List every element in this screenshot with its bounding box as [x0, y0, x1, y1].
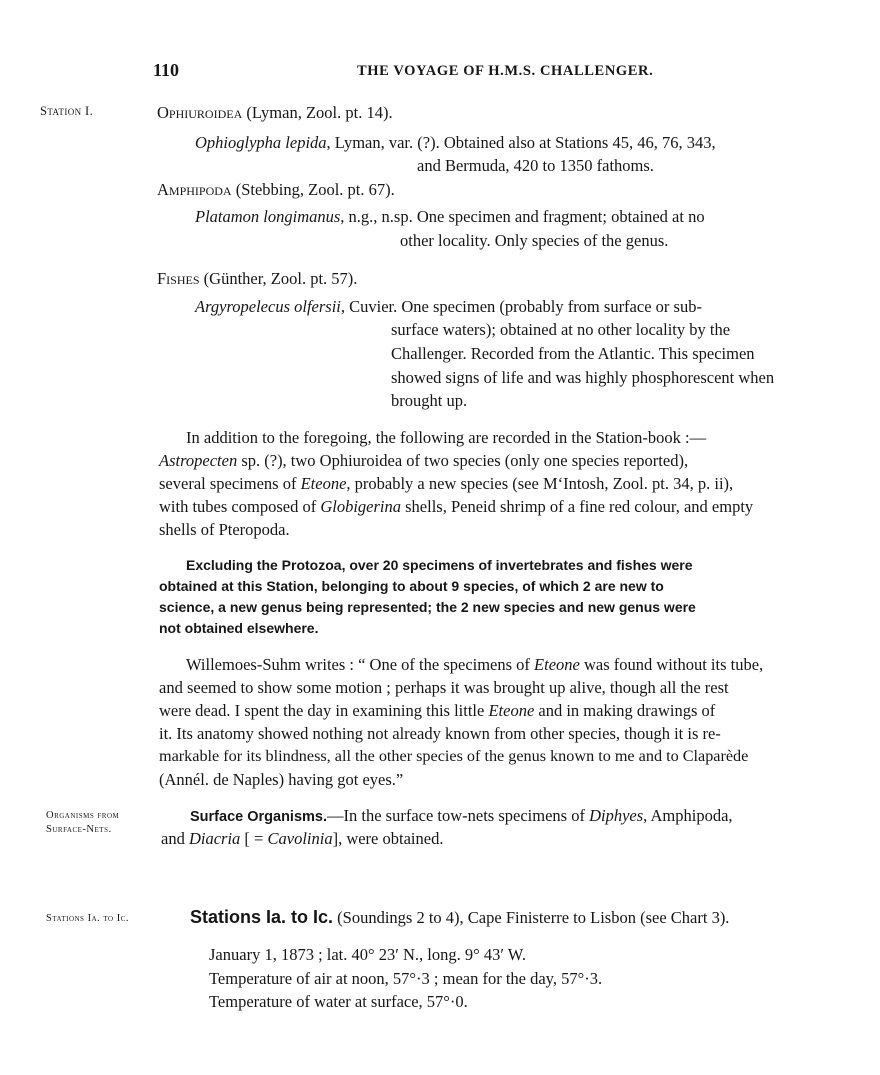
- diphyes: Diphyes: [589, 806, 644, 825]
- surface-text: and: [161, 829, 189, 848]
- fishes-text-line: , Cuvier. One specimen (probably from surface or sub-: [340, 297, 702, 316]
- running-title: THE VOYAGE OF H.M.S. CHALLENGER.: [357, 63, 654, 79]
- amphipoda-group: Amphipoda: [157, 180, 232, 199]
- surface-text: , Amphipoda,: [643, 806, 733, 825]
- surface-text: [ =: [240, 829, 268, 848]
- fishes-text-line: brought up.: [391, 391, 468, 410]
- margin-label-surface-2: Surface-Nets.: [46, 824, 112, 835]
- fishes-entry-line1: [195, 297, 702, 317]
- fishes-group: Fishes: [157, 269, 200, 288]
- margin-label-station-1: Station I.: [40, 104, 94, 118]
- surface-line2: [161, 829, 443, 849]
- foregoing-text: , probably a new species (see M‘Intosh, Zool. pt. 34, p. ii),: [346, 474, 734, 493]
- globigerina: Globigerina: [320, 497, 401, 516]
- margin-label-stations-ia-ic: Stations Ia. to Ic.: [46, 913, 129, 924]
- amphipoda-heading: [157, 180, 395, 200]
- foregoing-text: several specimens of: [159, 474, 301, 493]
- foregoing-line: [159, 474, 733, 494]
- diacria: Diacria: [188, 829, 241, 848]
- summary-line: science, a new genus being represented; the 2 new species and new genus were: [159, 599, 696, 615]
- station-detail-line: Temperature of water at surface, 57°·0.: [209, 992, 468, 1011]
- stations-heading-bold: Stations Ia. to Ic.: [190, 907, 334, 927]
- fishes-text-line: showed signs of life and was highly phosphorescent when: [391, 368, 775, 387]
- surface-heading: Surface Organisms.: [190, 809, 327, 825]
- stations-ia-ic-heading: [190, 907, 729, 928]
- ophioglypha-lepida: Ophioglypha lepida: [195, 133, 327, 152]
- ophiuroidea-entry-line2: and Bermuda, 420 to 1350 fathoms.: [417, 156, 654, 175]
- foregoing-line: [159, 497, 753, 517]
- fishes-text-line: Challenger. Recorded from the Atlantic. This specimen: [391, 344, 755, 363]
- quote-line: markable for its blindness, all the other species of the genus known to me and to Claparède: [159, 747, 749, 765]
- foregoing-text: with tubes composed of: [159, 497, 321, 516]
- ophiuroidea-ref: (Lyman, Zool. pt. 14).: [242, 103, 393, 122]
- summary-line: not obtained elsewhere.: [159, 620, 319, 636]
- eteone: Eteone: [488, 701, 535, 720]
- foregoing-line: [159, 451, 688, 471]
- fishes-heading: [157, 269, 357, 289]
- quote-line: (Annél. de Naples) having got eyes.”: [159, 770, 404, 789]
- ophiuroidea-heading: [157, 103, 393, 123]
- amphipoda-entry-line1: [195, 207, 705, 227]
- summary-line: obtained at this Station, belonging to about 9 species, of which 2 are new to: [159, 578, 664, 594]
- foregoing-text: shells, Peneid shrimp of a fine red colour, and empty: [400, 497, 754, 516]
- argyropelecus-olfersii: Argyropelecus olfersii: [195, 297, 341, 316]
- fishes-text-line: surface waters); obtained at no other locality by the: [391, 320, 731, 339]
- foregoing-text: sp. (?), two Ophiuroidea of two species (only one species reported),: [237, 451, 689, 470]
- amphipoda-entry-line2: other locality. Only species of the genus.: [400, 231, 669, 250]
- eteone: Eteone: [300, 474, 347, 493]
- quote-text: and in making drawings of: [534, 701, 716, 720]
- foregoing-line: In addition to the foregoing, the following are recorded in the Station-book :—: [186, 428, 707, 447]
- station-detail-line: January 1, 1873 ; lat. 40° 23′ N., long. 9° 43′ W.: [209, 945, 526, 964]
- quote-text: were dead. I spent the day in examining this little: [159, 701, 489, 720]
- astropecten: Astropecten: [159, 451, 238, 470]
- quote-text: was found without its tube,: [579, 655, 764, 674]
- quote-line: [159, 701, 715, 721]
- ophiuroidea-entry-line1: [195, 133, 716, 153]
- surface-text: —In the surface tow-nets specimens of: [327, 806, 590, 825]
- quote-line: [186, 655, 763, 675]
- amphipoda-ref: (Stebbing, Zool. pt. 67).: [231, 180, 395, 199]
- page-number: 110: [153, 60, 180, 80]
- summary-line: Excluding the Protozoa, over 20 specimens of invertebrates and fishes were: [186, 557, 693, 573]
- quote-text: Willemoes-Suhm writes : “ One of the specimens of: [186, 655, 535, 674]
- cavolinia: Cavolinia: [267, 829, 333, 848]
- fishes-ref: (Günther, Zool. pt. 57).: [199, 269, 358, 288]
- eteone: Eteone: [534, 655, 580, 674]
- quote-line: it. Its anatomy showed nothing not already known from other species, though it is re-: [159, 724, 721, 743]
- margin-label-surface-1: Organisms from: [46, 810, 120, 821]
- surface-line1: [190, 806, 733, 826]
- stations-heading-rest: (Soundings 2 to 4), Cape Finisterre to Lisbon (see Chart 3).: [333, 908, 730, 927]
- station-detail-line: Temperature of air at noon, 57°·3 ; mean for the day, 57°·3.: [209, 969, 603, 988]
- ophiuroidea-text1: , Lyman, var. (?). Obtained also at Stations 45, 46, 76, 343,: [326, 133, 716, 152]
- surface-text: ], were obtained.: [332, 829, 444, 848]
- ophiuroidea-group: Ophiuroidea: [157, 103, 243, 122]
- foregoing-line: shells of Pteropoda.: [159, 520, 290, 539]
- quote-line: and seemed to show some motion ; perhaps it was brought up alive, though all the rest: [159, 678, 729, 697]
- amphipoda-text1: , n.g., n.sp. One specimen and fragment; obtained at no: [340, 207, 705, 226]
- platamon-longimanus: Platamon longimanus: [195, 207, 341, 226]
